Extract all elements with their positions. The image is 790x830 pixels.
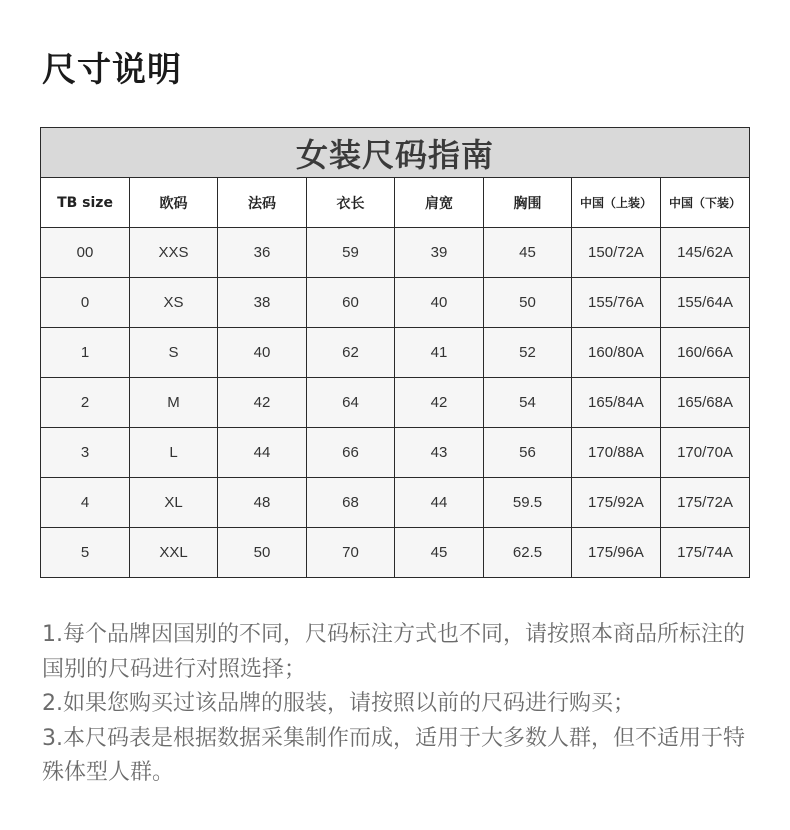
table-cell: 64	[307, 378, 395, 428]
table-cell: 5	[41, 528, 130, 578]
table-cell: 66	[307, 428, 395, 478]
table-title: 女装尺码指南	[41, 128, 750, 178]
table-cell: 59	[307, 228, 395, 278]
table-cell: 175/92A	[572, 478, 661, 528]
table-cell: 36	[218, 228, 307, 278]
table-cell: 68	[307, 478, 395, 528]
table-cell: 42	[218, 378, 307, 428]
table-cell: XXS	[130, 228, 218, 278]
table-cell: 59.5	[484, 478, 572, 528]
table-cell: M	[130, 378, 218, 428]
note-item: 3.本尺码表是根据数据采集制作而成，适用于大多数人群，但不适用于特殊体型人群。	[42, 725, 745, 785]
table-cell: XL	[130, 478, 218, 528]
table-row	[41, 328, 750, 378]
table-cell: 50	[218, 528, 307, 578]
table-cell: 52	[484, 328, 572, 378]
table-cell: 00	[41, 228, 130, 278]
table-cell: 175/96A	[572, 528, 661, 578]
table-cell: 155/76A	[572, 278, 661, 328]
table-cell: 160/66A	[661, 328, 750, 378]
header-eu-size: 欧码	[130, 178, 218, 228]
table-cell: 175/74A	[661, 528, 750, 578]
header-bust: 胸围	[484, 178, 572, 228]
header-length: 衣长	[307, 178, 395, 228]
table-cell: 45	[484, 228, 572, 278]
table-cell: 43	[395, 428, 484, 478]
table-cell: 42	[395, 378, 484, 428]
header-china-top: 中国（上装）	[572, 178, 661, 228]
table-row	[41, 278, 750, 328]
table-cell: 70	[307, 528, 395, 578]
table-cell: 165/84A	[572, 378, 661, 428]
table-title-row	[41, 128, 750, 178]
table-cell: 44	[218, 428, 307, 478]
table-cell: L	[130, 428, 218, 478]
table-cell: 40	[218, 328, 307, 378]
table-cell: 45	[395, 528, 484, 578]
table-cell: 56	[484, 428, 572, 478]
note-item: 2.如果您购买过该品牌的服装，请按照以前的尺码进行购买；	[42, 691, 635, 716]
table-cell: 39	[395, 228, 484, 278]
table-cell: 40	[395, 278, 484, 328]
table-cell: 62.5	[484, 528, 572, 578]
table-cell: 50	[484, 278, 572, 328]
table-cell: 38	[218, 278, 307, 328]
table-cell: 3	[41, 428, 130, 478]
table-row	[41, 378, 750, 428]
table-cell: S	[130, 328, 218, 378]
header-china-bottom: 中国（下装）	[661, 178, 750, 228]
header-tb-size: TB size	[41, 178, 130, 228]
table-cell: 60	[307, 278, 395, 328]
table-cell: 4	[41, 478, 130, 528]
table-cell: 170/88A	[572, 428, 661, 478]
table-row	[41, 478, 750, 528]
table-cell: 145/62A	[661, 228, 750, 278]
table-cell: 175/72A	[661, 478, 750, 528]
table-cell: 155/64A	[661, 278, 750, 328]
table-cell: 170/70A	[661, 428, 750, 478]
table-cell: XXL	[130, 528, 218, 578]
note-item: 1.每个品牌因国别的不同，尺码标注方式也不同，请按照本商品所标注的国别的尺码进行对照选择；	[42, 622, 745, 682]
table-row	[41, 428, 750, 478]
table-row	[41, 528, 750, 578]
size-notes	[42, 618, 754, 791]
table-cell: 62	[307, 328, 395, 378]
size-guide-table	[40, 127, 750, 578]
table-cell: 54	[484, 378, 572, 428]
table-cell: 41	[395, 328, 484, 378]
table-cell: 48	[218, 478, 307, 528]
header-shoulder: 肩宽	[395, 178, 484, 228]
header-fr-size: 法码	[218, 178, 307, 228]
table-header-row	[41, 178, 750, 228]
table-cell: 160/80A	[572, 328, 661, 378]
table-cell: 165/68A	[661, 378, 750, 428]
page-title: 尺寸说明	[42, 50, 182, 90]
table-cell: 150/72A	[572, 228, 661, 278]
table-cell: 0	[41, 278, 130, 328]
table-cell: 44	[395, 478, 484, 528]
table-cell: 1	[41, 328, 130, 378]
table-cell: XS	[130, 278, 218, 328]
table-row	[41, 228, 750, 278]
table-cell: 2	[41, 378, 130, 428]
